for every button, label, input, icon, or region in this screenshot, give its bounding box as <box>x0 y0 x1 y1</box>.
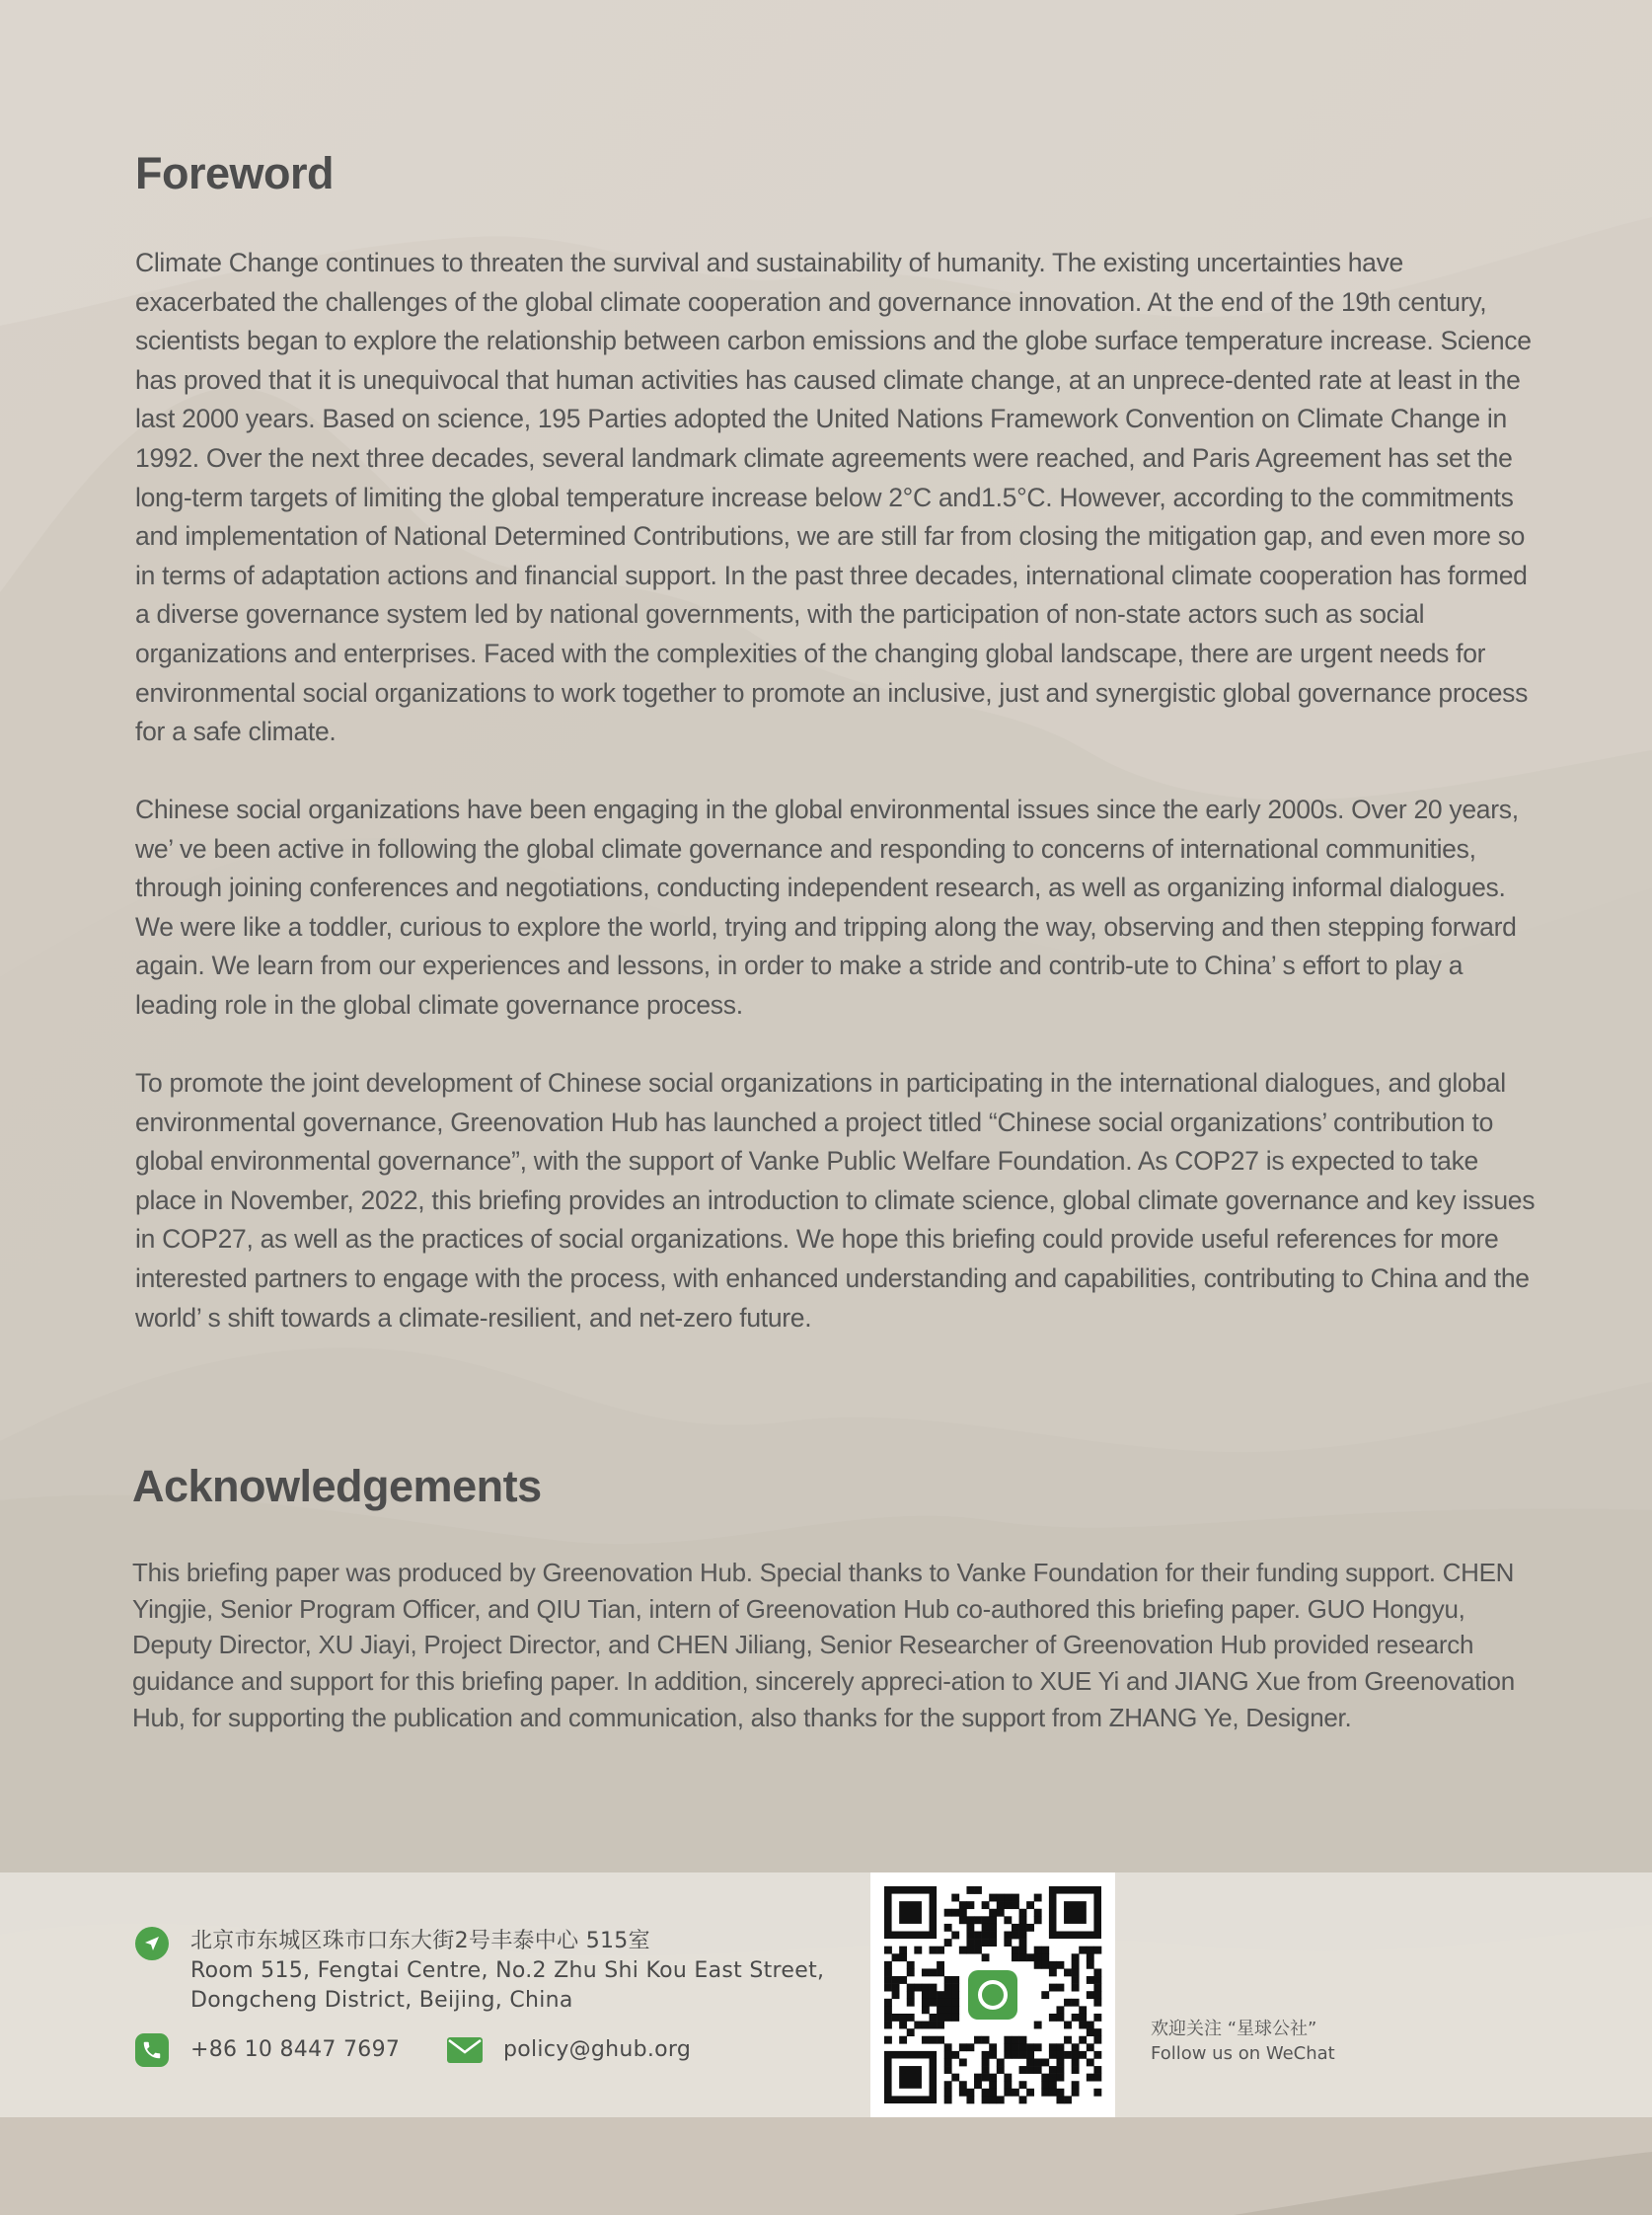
foreword-heading: Foreword <box>135 148 335 198</box>
email-block <box>446 2033 691 2067</box>
address-block <box>135 1927 824 2016</box>
wechat-qr-code <box>870 1872 1115 2117</box>
foreword-paragraph-3: To promote the joint development of Chinese social organizations in participating in the international dialogues, and global environmental governance, Greenovation Hub has launched a project titled “Chinese social organizations’ contribution to global environmental governance”, with the support of Vanke Public Welfare Foundation. As COP27 is expected to take place in November, 2022, this briefing provides an introduction to climate science, global climate governance and key issues in COP27, as well as the practices of social organizations. We hope this briefing could provide useful references for more interested partners to engage with the process, with enhanced understanding and capabilities, contributing to China and the world’ s shift towards a climate-resilient, and net-zero future. <box>135 1068 1536 1333</box>
address-english-line-1: Room 515, Fengtai Centre, No.2 Zhu Shi Kou East Street, <box>190 1958 825 1983</box>
acknowledgements-paragraph: This briefing paper was produced by Greenovation Hub. Special thanks to Vanke Foundation for their funding support. CHEN Yingjie, Senior Program Officer, and QIU Tian, intern of Greenovation Hub co-authored this briefing paper. GUO Hongyu, Deputy Director, XU Jiayi, Project Director, and CHEN Jiliang, Senior Researcher of Greenovation Hub provided research guidance and support for this briefing paper. In addition, sincerely appreci-ation to XUE Yi and JIANG Xue from Greenovation Hub, for supporting the publication and communication, also thanks for the support from ZHANG Ye, Designer. <box>132 1558 1515 1732</box>
phone-icon <box>135 2033 169 2067</box>
acknowledgements-heading: Acknowledgements <box>132 1461 542 1511</box>
foreword-paragraph-1: Climate Change continues to threaten the survival and sustainability of humanity. The existing uncertainties have exacerbated the challenges of the global climate cooperation and governance innovation. At the end of the 19th century, scientists began to explore the relationship between carbon emissions and the globe surface temperature increase. Science has proved that it is unequivocal that human activities has caused climate change, at an unprece-dented rate at least in the last 2000 years. Based on science, 195 Parties adopted the United Nations Framework Convention on Climate Change in 1992. Over the next three decades, several landmark climate agreements were reached, and Paris Agreement has set the long-term targets of limiting the global temperature increase below 2°C and1.5°C. However, according to the commitments and implementation of National Determined Contributions, we are still far from closing the mitigation gap, and even more so in terms of adaptation actions and financial support. In the past three decades, international climate cooperation has formed a diverse governance system led by national governments, with the participation of non-state actors such as social organizations and enterprises. Faced with the complexities of the changing global landscape, there are urgent needs for environmental social organizations to work together to promote an inclusive, just and synergistic global governance process for a safe climate. <box>135 248 1532 747</box>
email-icon <box>446 2033 484 2067</box>
address-chinese: 北京市东城区珠市口东大街2号丰泰中心 515室 <box>190 1929 650 1953</box>
phone-block <box>135 2033 400 2067</box>
wechat-caption-english: Follow us on WeChat <box>1151 2043 1335 2064</box>
address-english-line-2: Dongcheng District, Beijing, China <box>190 1988 573 2013</box>
phone-number[interactable]: +86 10 8447 7697 <box>190 2037 401 2062</box>
qr-code-image <box>870 1872 1115 2117</box>
email-address[interactable]: policy@ghub.org <box>503 2037 692 2062</box>
location-arrow-icon <box>135 1927 169 1960</box>
foreword-paragraph-2: Chinese social organizations have been engaging in the global environmental issues since the early 2000s. Over 20 years, we’ ve been active in following the global climate governance and responding to concerns of international communities, through joining conferences and negotiations, conducting independent research, as well as organizing informal dialogues. We were like a toddler, curious to explore the world, trying and tripping along the way, observing and then stepping forward again. We learn from our experiences and lessons, in order to make a stride and contrib-ute to China’ s effort to play a leading role in the global climate governance process. <box>135 795 1519 1020</box>
wechat-caption-chinese: 欢迎关注 “星球公社” <box>1151 2019 1317 2039</box>
wechat-follow-caption <box>1151 2017 1335 2066</box>
